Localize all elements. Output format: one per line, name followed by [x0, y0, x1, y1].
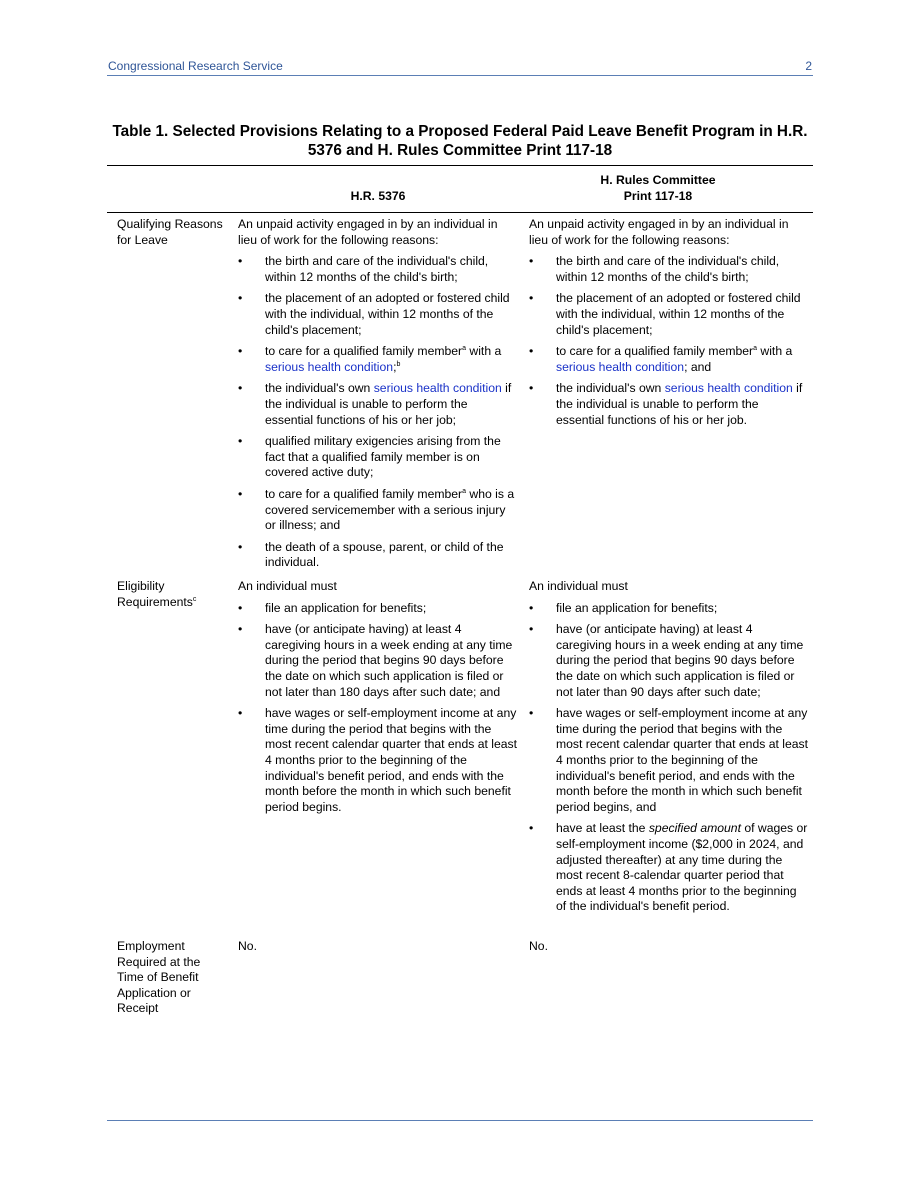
col-header-rules-line1: H. Rules Committee [600, 173, 716, 187]
list-item: • qualified military exigencies arising from the fact that a qualified family member is on covered active duty; [238, 434, 501, 480]
row-label-eligibility: Eligibility Requirements$^c$ [117, 579, 197, 609]
specified-amount-term: specified amount [648, 821, 741, 836]
bullet: • [238, 622, 243, 637]
col-header-rules-line2: Print 117-18 [623, 188, 693, 203]
bullet: • [238, 381, 243, 396]
bullet: • [238, 434, 243, 449]
col-header-hr5376: H.R. 5376 [350, 189, 406, 203]
footnote-marker-b: b [396, 360, 401, 368]
cell-employment-hr5376: No. [238, 939, 257, 953]
row-label-qualifying-reasons: Qualifying Reasons for Leave [117, 217, 223, 247]
cell-qualifying-rules-print [529, 217, 809, 434]
list-item: • the individual's own serious health condition if the individual is unable to perform the essential functions of his or her job; [238, 381, 512, 427]
row-label-employment-required: Employment Required at the Time of Benefit Application or Receipt [117, 939, 201, 1016]
list-item: • to care for a qualified family member$^a$ with a serious health condition;$^b$ [238, 344, 502, 374]
table-top-rule [107, 165, 813, 166]
col-header-rules-print [529, 173, 787, 204]
intro-text: An unpaid activity engaged in by an individual in lieu of work for the following reasons: [529, 217, 789, 247]
list-item: • the death of a spouse, parent, or child of the individual. [238, 539, 504, 570]
bullet: • [238, 486, 243, 501]
serious-health-condition-link[interactable]: serious health condition [373, 381, 502, 396]
intro-text: An unpaid activity engaged in by an individual in lieu of work for the following reasons: [238, 217, 498, 247]
list-item: • have (or anticipate having) at least 4 caregiving hours in a week ending at any time during the period that begins 90 days before the date on which such application is filed or not later than 180 days after such date; and [238, 622, 513, 699]
serious-health-condition-link[interactable]: serious health condition [556, 359, 685, 374]
list-item: • have wages or self-employment income at any time during the period that begins with the most recent calendar quarter that ends at least 4 months prior to the beginning of the individual's benefit period, and ends with the month before the month in which such benefit period begins. [238, 706, 518, 814]
bullet: • [238, 344, 243, 359]
bullet: • [529, 706, 534, 721]
list-item: • have at least the specified amount of wages or self-employment income ($2,000 in 2024, and adjusted thereafter) at any time during the most recent 8-calendar quarter period that ends at least 4 months prior to the beginning of the individual's benefit period. [529, 821, 808, 914]
bullet: • [238, 600, 243, 615]
list-item: • to care for a qualified family member$^a$ with a serious health condition; and [529, 344, 793, 374]
cell-qualifying-hr5376 [238, 217, 518, 577]
list-item: • to care for a qualified family member$^a$ who is a covered servicemember with a serious injury or illness; and [238, 486, 515, 533]
table-title: Table 1. Selected Provisions Relating to a Proposed Federal Paid Leave Benefit Program in H.R. 5376 and H. Rules Committee Print 117-18 [112, 123, 808, 159]
reasons-list [529, 254, 809, 428]
bullet: • [529, 821, 534, 836]
list-item: • the placement of an adopted or fostered child with the individual, within 12 months of the child's placement; [238, 291, 510, 337]
bullet: • [238, 254, 243, 269]
reasons-list [238, 254, 518, 571]
footnote-marker-a: a [462, 487, 467, 495]
running-header [107, 59, 813, 76]
footnote-marker-c: c [192, 595, 197, 603]
bullet: • [529, 600, 534, 615]
bullet: • [529, 291, 534, 306]
list-item: • the placement of an adopted or fostered child with the individual, within 12 months of the child's placement; [529, 291, 801, 337]
cell-eligibility-hr5376 [238, 579, 518, 821]
list-item: • the birth and care of the individual's child, within 12 months of the child's birth; [238, 254, 489, 284]
table-header-rule [107, 212, 813, 213]
bullet: • [529, 344, 534, 359]
footnote-marker-a: a [462, 345, 467, 353]
requirements-list [238, 601, 518, 816]
intro-text: An individual must [529, 579, 628, 593]
cell-employment-rules-print: No. [529, 939, 548, 953]
requirements-list [529, 601, 809, 915]
bullet: • [238, 539, 243, 554]
header-org: Congressional Research Service [108, 59, 283, 73]
list-item: • the individual's own serious health condition if the individual is unable to perform the essential functions of his or her job. [529, 381, 803, 427]
list-item: • file an application for benefits; [238, 600, 427, 615]
list-item: • have (or anticipate having) at least 4 caregiving hours in a week ending at any time during the period that begins 90 days before the date on which such application is filed or not later than 90 days after such date; [529, 622, 804, 699]
footnote-marker-a: a [753, 345, 758, 353]
bullet: • [238, 706, 243, 721]
footer-rule [107, 1120, 813, 1121]
bullet: • [529, 254, 534, 269]
bullet: • [238, 291, 243, 306]
list-item: • have wages or self-employment income at any time during the period that begins with the most recent calendar quarter that ends at least 4 months prior to the beginning of the individual's benefit period, and ends with the month before the month in which such benefit period begins, and [529, 706, 809, 814]
list-item: • the birth and care of the individual's child, within 12 months of the child's birth; [529, 254, 780, 284]
bullet: • [529, 381, 534, 396]
page-number: 2 [805, 59, 812, 73]
cell-eligibility-rules-print [529, 579, 809, 921]
serious-health-condition-link[interactable]: serious health condition [664, 381, 793, 396]
bullet: • [529, 622, 534, 637]
list-item: • file an application for benefits; [529, 600, 718, 615]
serious-health-condition-link[interactable]: serious health condition [265, 359, 394, 374]
intro-text: An individual must [238, 579, 337, 593]
